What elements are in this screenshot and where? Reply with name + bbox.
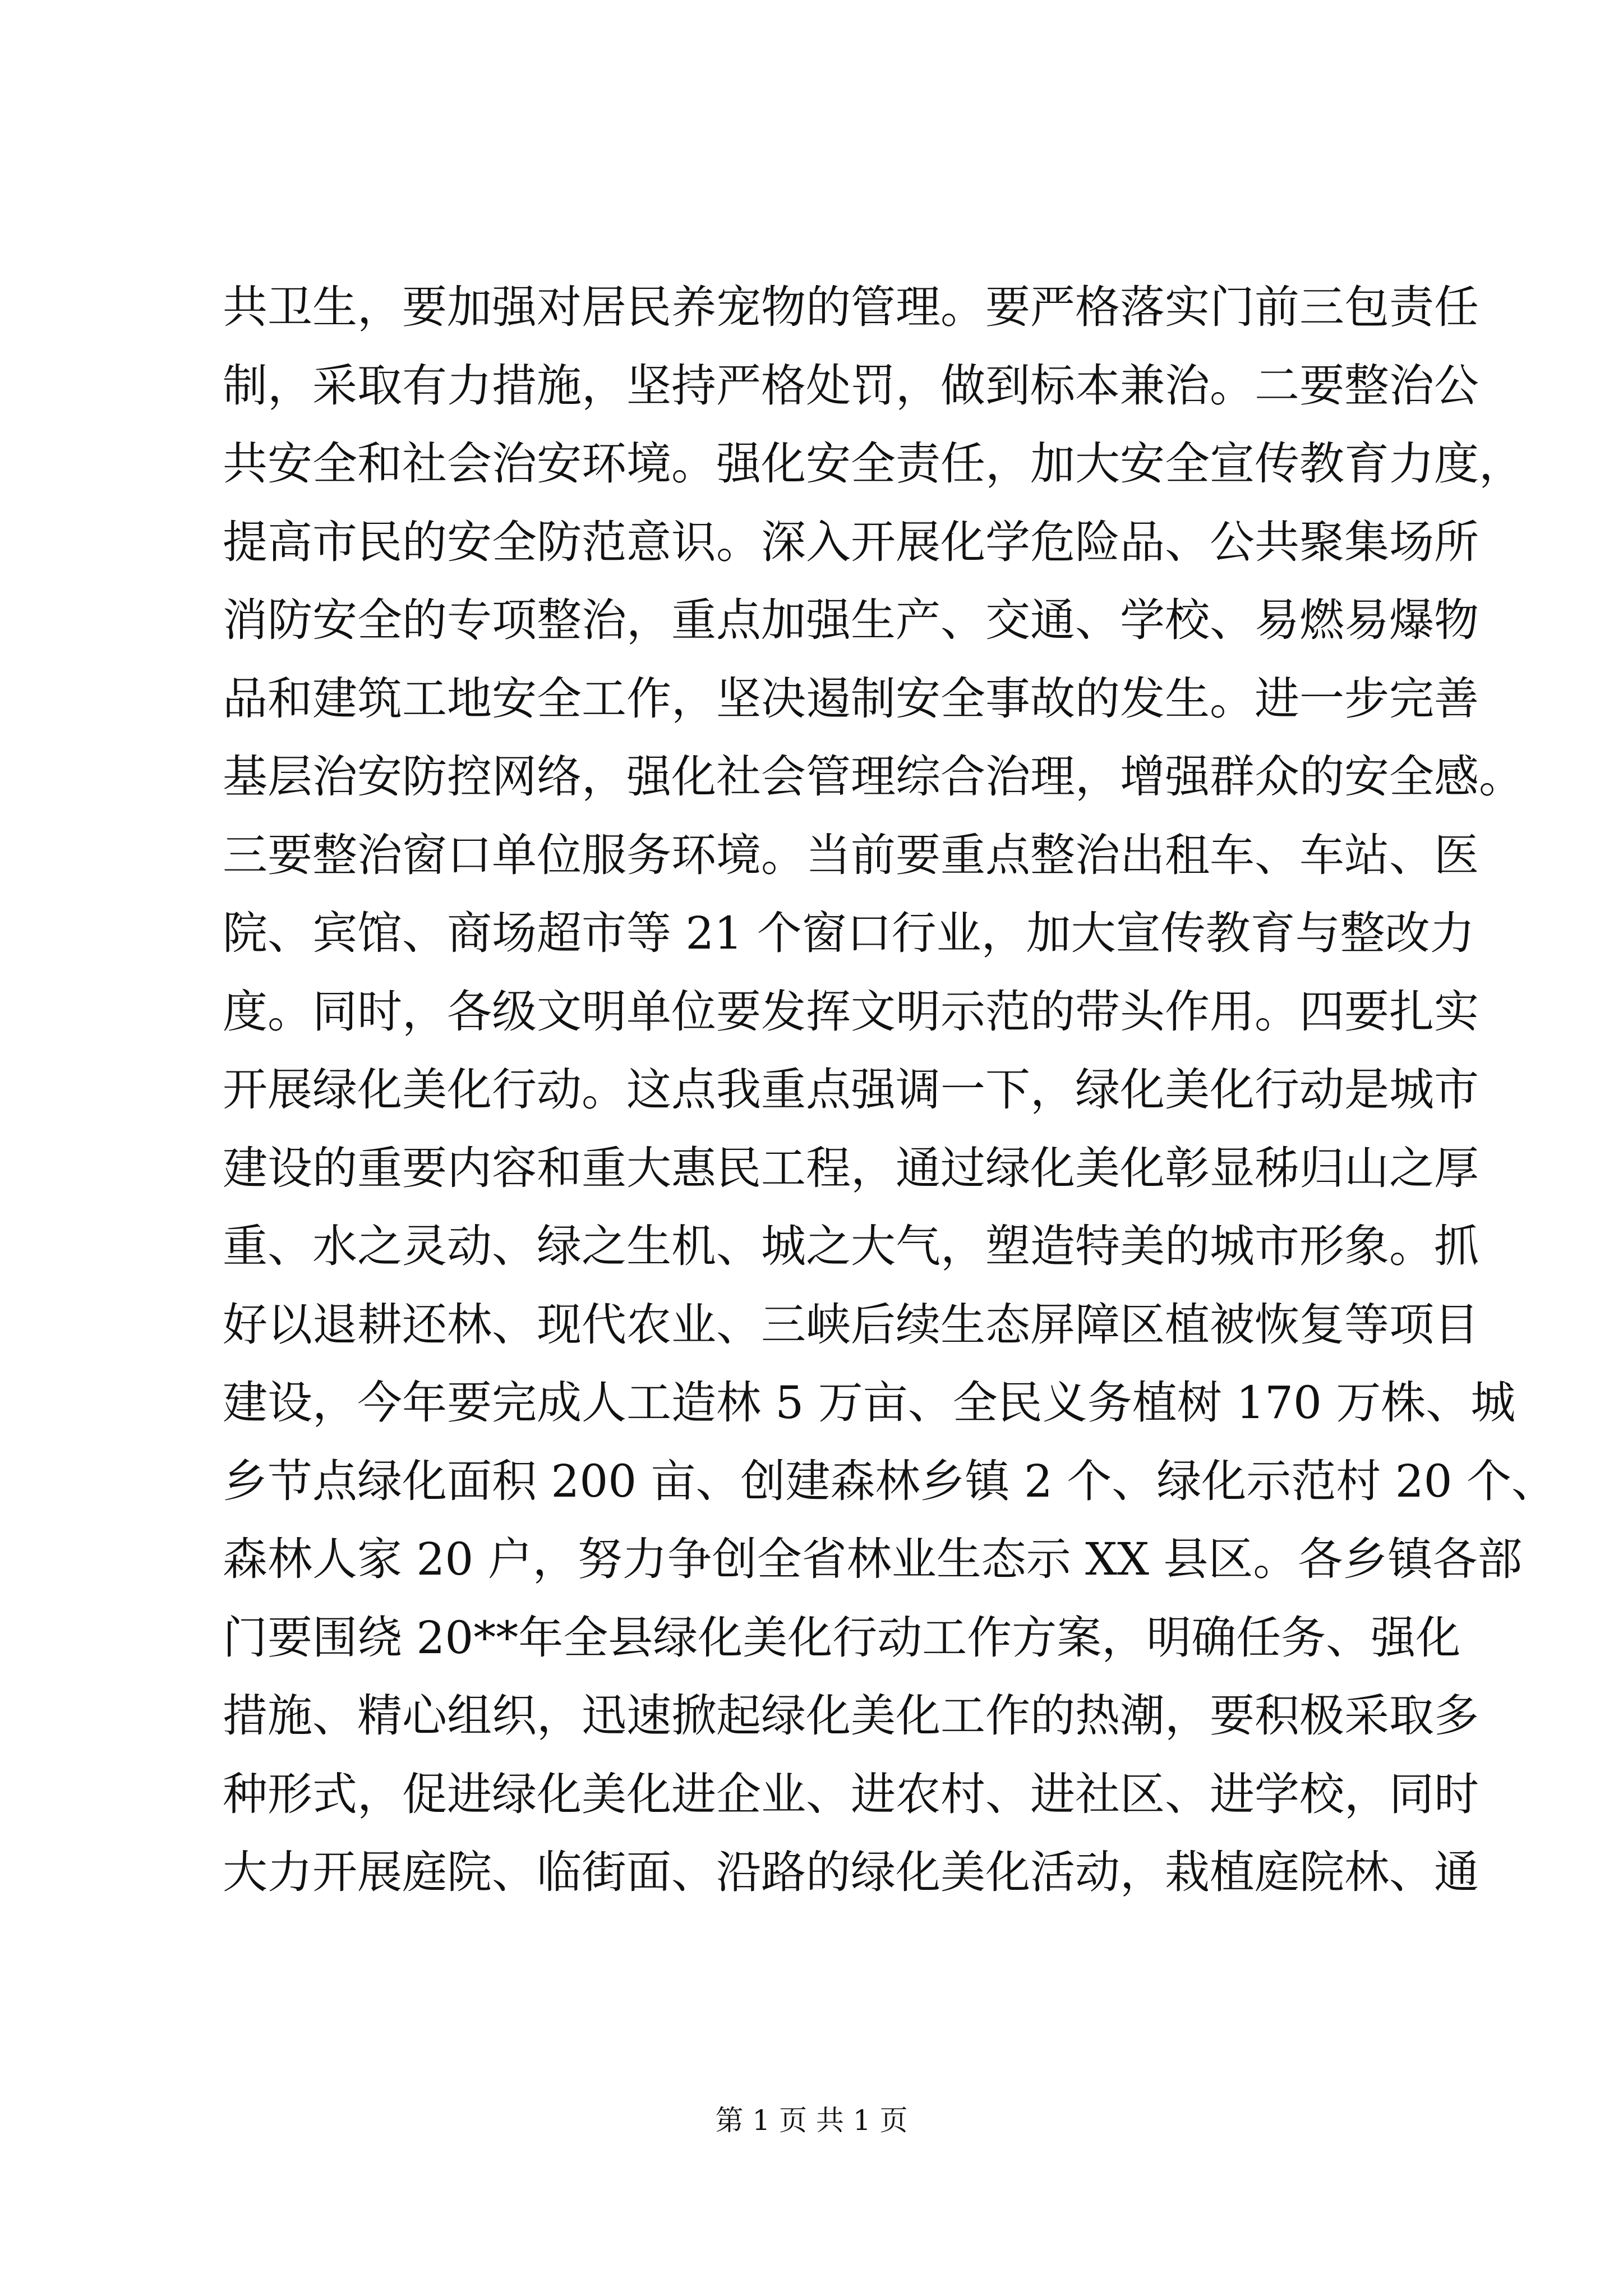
text-line: 三要整治窗口单位服务环境。当前要重点整治出租车、车站、医 [223, 829, 1479, 881]
text-line: 乡节点绿化面积 200 亩、创建森林乡镇 2 个、绿化示范村 20 个、 [223, 1455, 1556, 1507]
text-line: 重、水之灵动、绿之生机、城之大气，塑造特美的城市形象。抓 [223, 1220, 1479, 1272]
text-line: 品和建筑工地安全工作，坚决遏制安全事故的发生。进一步完善 [223, 672, 1479, 725]
text-line: 提高市民的安全防范意识。深入开展化学危险品、公共聚集场所 [223, 516, 1479, 568]
body-text [223, 268, 1556, 1912]
text-line: 院、宾馆、商场超市等 21 个窗口行业，加大宣传教育与整改力 [223, 907, 1475, 959]
text-line: 基层治安防控网络，强化社会管理综合治理，增强群众的安全感。 [223, 751, 1524, 803]
text-line: 门要围绕 20**年全县绿化美化行动工作方案，明确任务、强化 [223, 1611, 1461, 1664]
text-line: 大力开展庭院、临街面、沿路的绿化美化活动，栽植庭院林、通 [223, 1846, 1479, 1898]
text-line: 共安全和社会治安环境。强化安全责任，加大安全宣传教育力度， [223, 438, 1524, 490]
text-line: 种形式，促进绿化美化进企业、进农村、进社区、进学校，同时 [223, 1768, 1479, 1820]
text-line: 共卫生，要加强对居民养宠物的管理。要严格落实门前三包责任 [223, 281, 1479, 333]
text-line: 制，采取有力措施，坚持严格处罚，做到标本兼治。二要整治公 [223, 359, 1479, 412]
text-line: 好以退耕还林、现代农业、三峡后续生态屏障区植被恢复等项目 [223, 1298, 1479, 1351]
text-line: 措施、精心组织，迅速掀起绿化美化工作的热潮，要积极采取多 [223, 1690, 1479, 1742]
text-line: 建设的重要内容和重大惠民工程，通过绿化美化彰显秭归山之厚 [223, 1142, 1479, 1194]
text-line: 森林人家 20 户，努力争创全省林业生态示 XX 县区。各乡镇各部 [223, 1533, 1523, 1585]
text-line: 开展绿化美化行动。这点我重点强调一下，绿化美化行动是城市 [223, 1064, 1479, 1116]
text-line: 度。同时，各级文明单位要发挥文明示范的带头作用。四要扎实 [223, 985, 1479, 1038]
text-line: 消防安全的专项整治，重点加强生产、交通、学校、易燃易爆物 [223, 594, 1479, 646]
page-footer: 第 1 页 共 1 页 [715, 2104, 908, 2137]
text-line: 建设，今年要完成人工造林 5 万亩、全民义务植树 170 万株、城 [223, 1377, 1516, 1429]
